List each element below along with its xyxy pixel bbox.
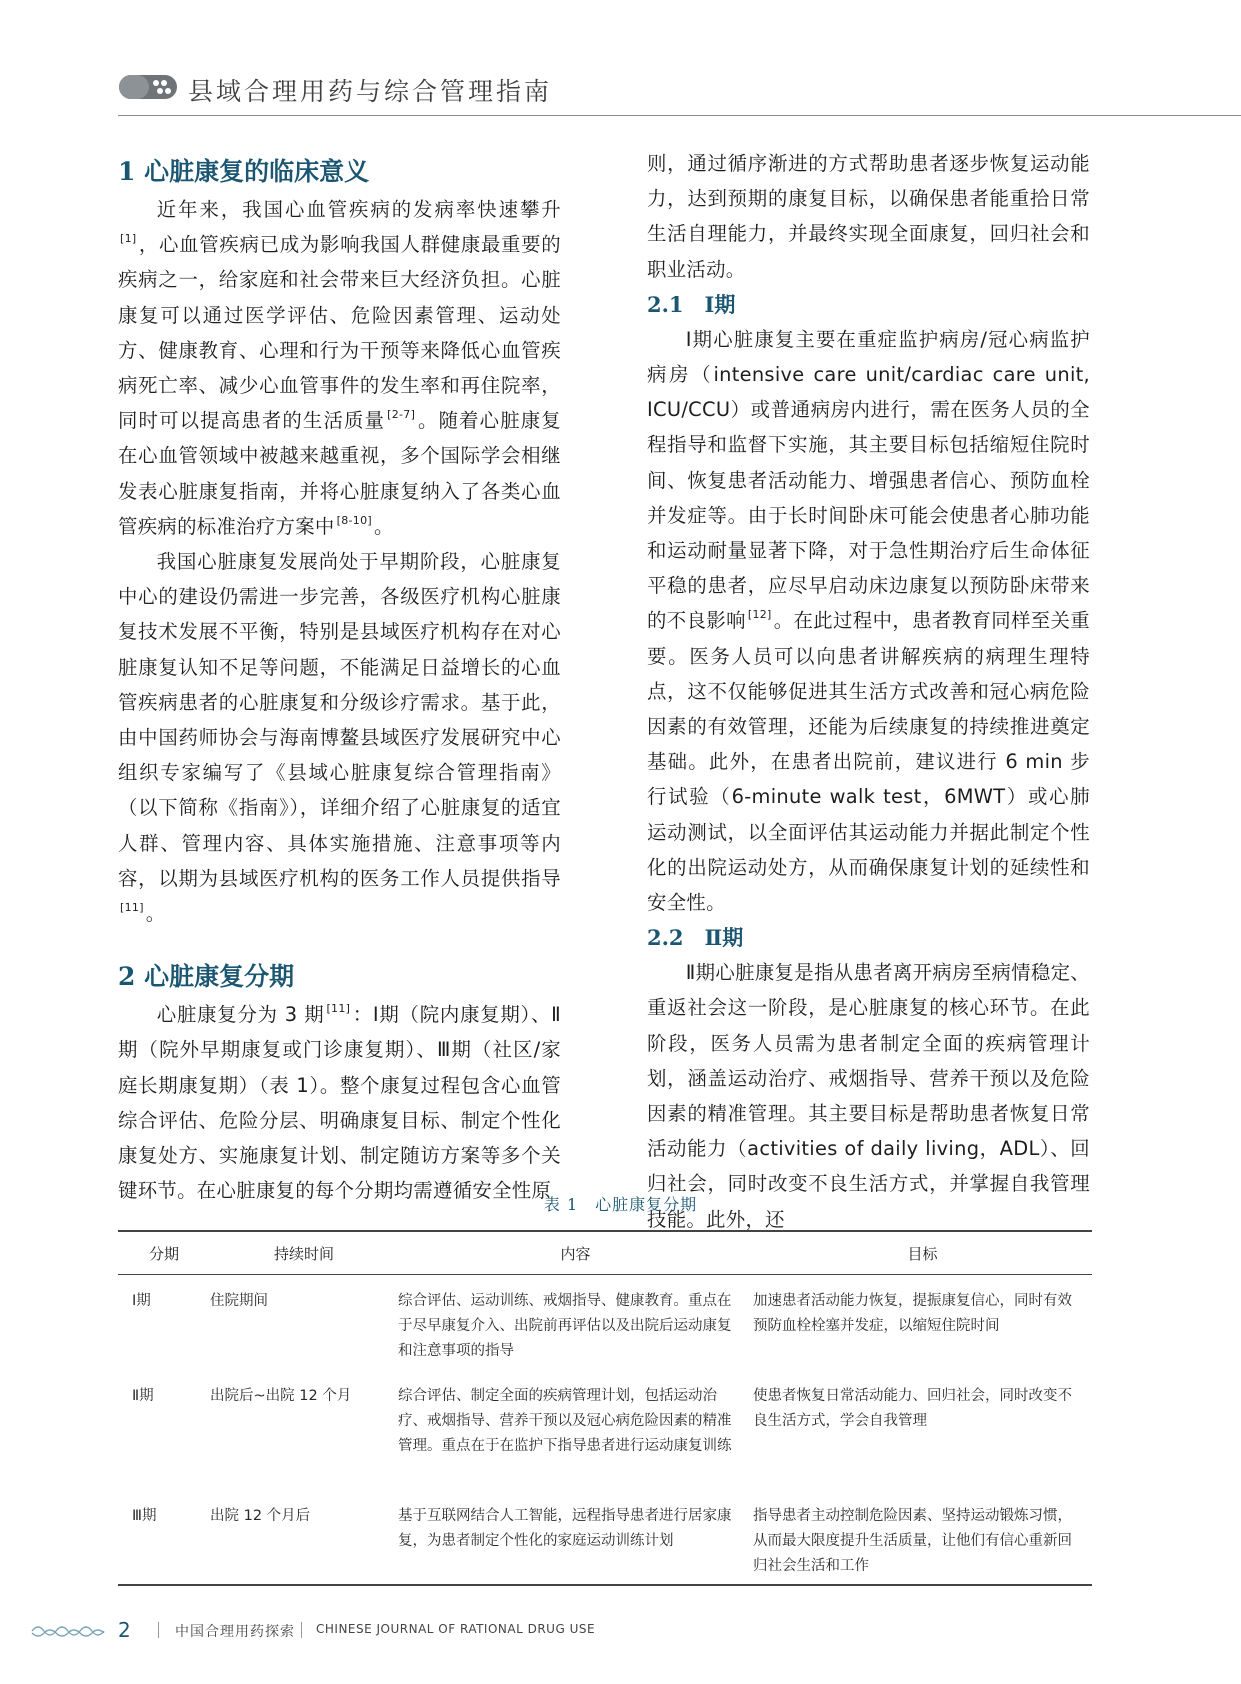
content-cell: 基于互联网结合人工智能，远程指导患者进行居家康复，为患者制定个性化的家庭运动训练计划 <box>398 1494 753 1585</box>
goal-cell: 指导患者主动控制危险因素、坚持运动锻炼习惯，从而最大限度提升生活质量，让他们有信心重新回归社会生活和工作 <box>753 1494 1092 1585</box>
text: 我国心脏康复发展尚处于早期阶段，心脏康复中心的建设仍需进一步完善，各级医疗机构心脏康复技术发展不平衡，特别是县域医疗机构存在对心脏康复认知不足等问题，不能满足日益增长的心血管疾病患者的心脏康复和分级诊疗需求。基于此，由中国药师协会与海南博鳌县域医疗发展研究中心组织专家编写了《县域心脏康复综合管理指南》（以下简称《指南》），详细介绍了心脏康复的适宜人群、管理内容、具体实施措施、注意事项等内容，以期为县域医疗机构的医务工作人员提供指导 <box>118 550 561 890</box>
running-footer <box>0 1616 1241 1646</box>
duration-cell: 住院期间 <box>210 1293 268 1309</box>
goal-cell: 加速患者活动能力恢复，提振康复信心，同时有效预防血栓栓塞并发症，以缩短住院时间 <box>753 1293 1072 1334</box>
stage-cell: Ⅲ期 <box>118 1494 210 1585</box>
section-2-heading: 2 心脏康复分期 <box>118 962 295 992</box>
content-cell: 综合评估、制定全面的疾病管理计划，包括运动治疗、戒烟指导、营养干预以及冠心病危险因素的精准管理。重点在于在监护下指导患者进行运动康复训练 <box>398 1388 732 1454</box>
header-title: 县域合理用药与综合管理指南 <box>188 77 553 106</box>
spacer <box>118 931 561 957</box>
table-row <box>118 1494 1092 1585</box>
citation: [8-10] <box>336 513 372 527</box>
journal-name-en: CHINESE JOURNAL OF RATIONAL DRUG USE <box>316 1622 596 1636</box>
goal-cell: 使患者恢复日常活动能力、回归社会，同时改变不良生活方式，学会自我管理 <box>753 1388 1072 1429</box>
paragraph: Ⅱ期心脏康复是指从患者离开病房至病情稳定、重返社会这一阶段，是心脏康复的核心环节。在此阶段，医务人员需为患者制定全面的疾病管理计划，涵盖运动治疗、戒烟指导、营养干预以及危险因素的精准管理。其主要目标是帮助患者恢复日常活动能力（activities of daily living，ADL）、回归社会，同时改变不良生活方式，并掌握自我管理技能。此外，还 <box>647 961 1090 1231</box>
column-header: 分期 <box>118 1231 210 1275</box>
journal-name-cn: 中国合理用药探索 <box>175 1624 295 1640</box>
table-row <box>118 1275 1092 1381</box>
paragraph <box>647 322 1090 920</box>
content-cell: 综合评估、运动训练、戒烟指导、健康教育。重点在于尽早康复介入、出院前再评估以及出院后运动康复和注意事项的指导 <box>398 1293 732 1359</box>
paragraph <box>118 192 561 544</box>
citation: [12] <box>747 608 772 622</box>
citation: [11] <box>326 1002 351 1016</box>
divider <box>158 1622 159 1638</box>
citation: [2-7] <box>387 408 416 422</box>
stage-cell: Ⅰ期 <box>132 1293 151 1309</box>
citation: [11] <box>120 901 144 915</box>
journal-logo-icon <box>118 74 178 100</box>
table-caption: 表 1 心脏康复分期 <box>543 1195 698 1214</box>
text: 。在此过程中，患者教育同样至关重要。医务人员可以向患者讲解疾病的病理生理特点，这不仅能够促进其生活方式改善和冠心病危险因素的有效管理，还能为后续康复的持续推进奠定基础。此外，在患者出院前，建议进行 6 min 步行试验（6-minute walk test，6MWT）或心肺运动测试，以全面评估其运动能力并据此制定个性化的出院运动处方，从而确保康复计划的延续性和安全性。 <box>647 609 1090 915</box>
wave-ornament-icon <box>30 1622 110 1640</box>
paragraph: 则，通过循序渐进的方式帮助患者逐步恢复运动能力，达到预期的康复目标，以确保患者能重拾日常生活自理能力，并最终实现全面康复，回归社会和职业活动。 <box>647 152 1090 281</box>
table-1 <box>118 1230 1092 1586</box>
column-header: 内容 <box>398 1231 753 1275</box>
citation: [1] <box>120 232 137 246</box>
text: 。随着心脏康复在心血管领域中被越来越重视，多个国际学会相继发表心脏康复指南，并将心脏康复纳入了各类心血管疾病的标准治疗方案中 <box>118 409 561 538</box>
table-header-row <box>118 1231 1092 1275</box>
text: ，心血管疾病已成为影响我国人群健康最重要的疾病之一，给家庭和社会带来巨大经济负担。心脏康复可以通过医学评估、危险因素管理、运动处方、健康教育、心理和行为干预等来降低心血管疾病死亡率、减少心血管事件的发生率和再住院率，同时可以提高患者的生活质量 <box>118 233 561 433</box>
duration-cell: 出院后~出院 12 个月 <box>210 1388 352 1404</box>
text: 心脏康复分为 3 期 <box>156 1003 325 1027</box>
paragraph <box>118 997 561 1208</box>
duration-cell: 出院 12 个月后 <box>210 1494 398 1585</box>
text: Ⅰ期心脏康复主要在重症监护病房/冠心病监护病房（intensive care unit/cardiac care unit, ICU/CCU）或普通病房内进行，需在医务人员的全程指导和监督下实施，其主要目标包括缩短住院时间、恢复患者活动能力、增强患者信心、预防血栓并发症等。由于长时间卧床可能会使患者心肺功能和运动耐量显著下降，对于急性期治疗后生命体征平稳的患者，应尽早启动床边康复以预防卧床带来的不良影响 <box>647 327 1090 633</box>
running-header <box>0 60 1241 120</box>
right-column <box>647 146 1090 1237</box>
column-header: 目标 <box>753 1231 1092 1275</box>
text: 。 <box>373 514 394 538</box>
stage-cell: Ⅱ期 <box>132 1388 154 1404</box>
divider <box>301 1622 302 1638</box>
subsection-2-2-heading: 2.2 Ⅱ期 <box>647 925 744 951</box>
text: ：Ⅰ期（院内康复期）、Ⅱ期（院外早期康复或门诊康复期）、Ⅲ期（社区/家庭长期康复期）（表 1）。整个康复过程包含心血管综合评估、危险分层、明确康复目标、制定个性化康复处方、实施康复计划、制定随访方案等多个关键环节。在心脏康复的每个分期均需遵循安全性原 <box>118 1003 561 1203</box>
table-row <box>118 1380 1092 1494</box>
subsection-2-1-heading: 2.1 Ⅰ期 <box>647 291 736 317</box>
page-number: 2 <box>118 1618 131 1642</box>
column-header: 持续时间 <box>210 1231 398 1275</box>
header-rule <box>118 115 1241 116</box>
paragraph <box>118 544 561 931</box>
left-column <box>118 152 561 1208</box>
text: 近年来，我国心血管疾病的发病率快速攀升 <box>156 198 561 221</box>
text: 。 <box>145 902 166 926</box>
section-1-heading: 1 心脏康复的临床意义 <box>118 157 370 186</box>
